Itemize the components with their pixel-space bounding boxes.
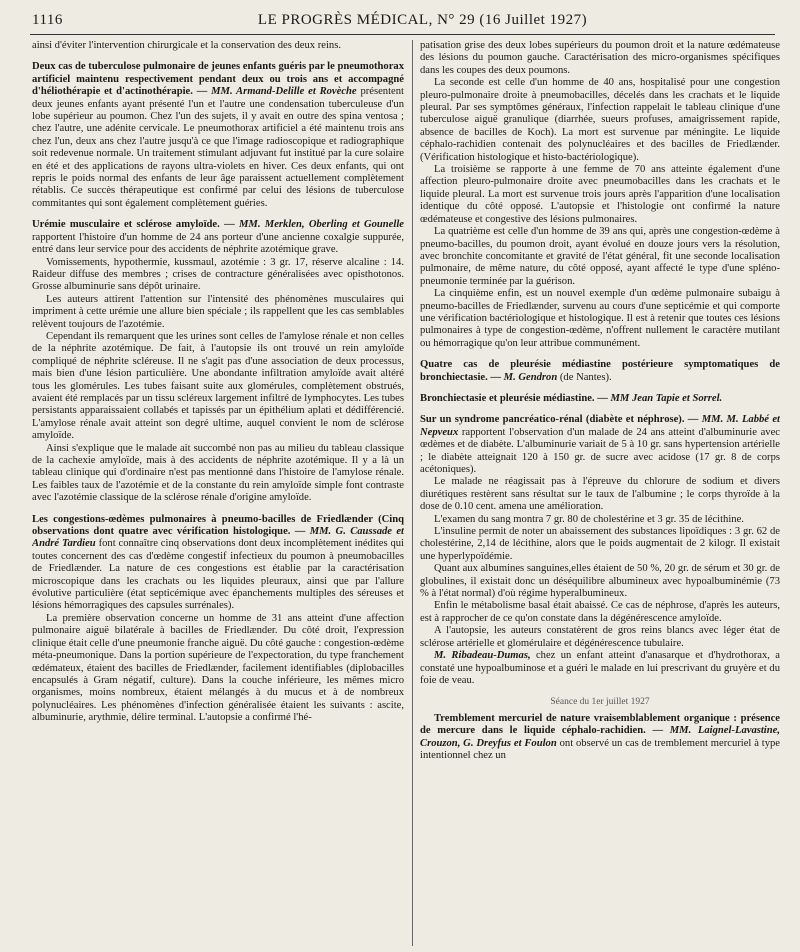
section-title: Quatre cas de pleurésie médiastine postérieure symptomatiques de bronchiectasie. —	[420, 359, 780, 383]
right-column	[420, 40, 780, 946]
paragraph: Les auteurs attirent l'attention sur l'intensité des phénomènes musculaires qui impriment à cette urémie une allure bien spéciale ; ils rappellent que les cas semblables relèvent toujours de l'azotémie.	[32, 293, 404, 330]
paragraph: La troisième se rapporte à une femme de 70 ans atteinte également d'une affection pleuro-pulmonaire droite avec pneumobacilles dans les crachats et le liquide pleural. La mort est survenue trois jours après l'apparition d'une localisation identique du côté opposé. L'autopsie et l'histologie ont confirmé la nature œdémateuse et congestive des lésions pulmonaires.	[420, 164, 780, 225]
section-title: Tremblement mercuriel de nature vraisemblablement organique : présence de mercure dans le liquide céphalo-rachidien. —	[420, 712, 780, 737]
paragraph: Cependant ils remarquent que les urines sont celles de l'amylose rénale et non celles de la néphrite azotémique. De fait, à l'autopsie ils ont trouvé un rein amyloïde compliqué de néphrite scléreuse. Il ne s'agit pas d'une association de deux processus, mais bien d'une lésion particulière. Une abondante infiltration amyloïde avait altéré tous les glomérules. Les tubes faisant suite aux glomérules, complètement obstrués, avaient été remplacés par un tissu scléreux largement infiltré de lymphocytes. Les tubes persistants apparaissaient collabés et tapissés par un épithélium aplati et dédifférencié. L'amylose rénale avait atteint son degré ultime, auquel convient le nom de sclérose amyloïde.	[32, 330, 404, 442]
paragraph: La seconde est celle d'un homme de 40 ans, hospitalisé pour une congestion pleuro-pulmonaire droite à pneumobacilles, décelés dans les crachats et le liquide pleural. Par ses symptômes généraux, l'infection rappelait le tableau clinique d'une tuberculose aiguë granulique (diarrhée, sueurs profuses, amaigrissement rapide, absence de bacilles de Koch). La mort est survenue par méningite. Le liquide céphalo-rachidien contenait des polynucléaires et des bacilles de Friedlænder. (Vérification histologique et histo-bactériologique).	[420, 77, 780, 163]
paragraph: Enfin le métabolisme basal était abaissé. Ce cas de néphrose, d'après les auteurs, est à rapprocher de ce qu'on constate dans la dégénérescence amyloïde.	[420, 600, 780, 624]
paragraph: La quatrième est celle d'un homme de 39 ans qui, après une congestion-œdème à pneumo-bacilles, du poumon droit, ayant évolué en douze jours vers la résolution, avec bronchite concomitante et gravité de l'état général, fit une seconde localisation pulmonaire, de même nature, du côté opposé, ayant affecté le type d'une spléno-pneumonie terminée par la guérison.	[420, 226, 780, 287]
section-authors: MM. Armand-Delille et Rovèche	[211, 86, 357, 98]
paragraph: L'examen du sang montra 7 gr. 80 de cholestérine et 3 gr. 35 de lécithine.	[434, 513, 744, 525]
section-uremie	[32, 219, 404, 256]
section-text: chez un enfant atteint d'anasarque et d'hydrothorax, a constaté une hypoalbuminose et a guéri le malade en lui prescrivant du gruyère et du foie de veau.	[420, 650, 780, 686]
section-tuberculose	[32, 61, 404, 210]
page-number: 1116	[32, 12, 63, 28]
paragraph	[420, 650, 780, 687]
section-authors: MM. M. Labbé et Nepveux	[420, 414, 780, 438]
running-title: LE PROGRÈS MÉDICAL, N° 29 (16 Juillet 1927)	[257, 12, 588, 28]
section-tremblement	[420, 713, 780, 763]
section-authors: MM. G. Caussade et André Tardieu	[32, 526, 404, 550]
paragraph: patisation grise des deux lobes supérieurs du poumon droit et la nature œdémateuse des lésions du poumon gauche. Caractérisation des micro-organismes spécifiques dans les coupes des deux poumons.	[420, 40, 780, 76]
paragraph: L'insuline permit de noter un abaissement des substances lipoïdiques : 3 gr. 62 de cholestérine, 2,14 de lécithine, alors que le poids augmentait de 2 kilogr. Il existait une hyperlypoïdémie.	[420, 526, 780, 562]
section-bronchiectasie	[420, 393, 780, 405]
section-text: ont observé un cas de tremblement mercuriel à type intentionnel chez un	[420, 737, 780, 761]
paragraph: Quant aux albumines sanguines,elles étaient de 50 %, 20 gr. de sérum et 30 gr. de globulines, il existait donc un déséquilibre albumineux avec hypoalbuminémie (73 % à l'état normal) d'où régime hyperalbumineux.	[420, 563, 780, 600]
section-title: Sur un syndrome pancréatico-rénal (diabète et néphrose). —	[420, 414, 699, 426]
section-text: rapportent l'histoire d'un homme de 24 ans porteur d'une ancienne coxalgie suppurée, entré dans leur service pour des accidents de néphrite azotémique grave.	[32, 231, 404, 256]
column-divider	[412, 40, 413, 946]
section-text: rapportent l'observation d'un malade de 24 ans atteint d'albuminurie avec œdèmes et de diabète. L'albuminurie variait de 5 à 10 gr. sans hypertension artérielle ; le diabète atteignait 120 à 150 gr. de sucre avec acidose (17 gr. 8 de corps acétoniques).	[420, 426, 780, 475]
section-text: font connaître cinq observations dont deux incomplètement inédites qui toutes concernent des cas d'œdème congestif infectieux du poumon à pneumobacilles de Friedlænder. La nature de ces congestions est établie par la caractérisation microscopique dans les crachats ou les liquides pleuraux, ainsi que par l'allure évolutive particulière (état septicémique avec épanchements multiples des séreuses et lésions hémorragiques des capsules surrénales).	[32, 538, 404, 612]
section-title: Les congestions-œdèmes pulmonaires à pneumo-bacilles de Friedlænder (Cinq observations dont quatre avec vérification histologique. —	[32, 513, 404, 538]
section-authors: MM. Laignel-Lavastine, Crouzon, G. Dreyfus et Foulon	[420, 725, 780, 749]
section-text: (de Nantes).	[559, 371, 612, 383]
section-congestions	[32, 514, 404, 613]
paragraph: A l'autopsie, les auteurs constatèrent de gros reins blancs avec léger état de sclérose artérielle et glomérulaire et dégénérescence tubulaire.	[420, 625, 780, 649]
section-authors: M. Gendron	[503, 371, 558, 383]
session-date: Séance du 1er juillet 1927	[550, 697, 650, 708]
paragraph: Le malade ne réagissait pas à l'épreuve du chlorure de sodium et divers diurétiques restèrent sans résultat sur le taux de l'albumine ; le corps thyroïde à la dose de 0.10 cent. amena une amélioration.	[420, 476, 780, 513]
paragraph: ainsi d'éviter l'intervention chirurgicale et la conservation des deux reins.	[32, 40, 341, 51]
paragraph: La première observation concerne un homme de 31 ans atteint d'une affection pulmonaire aiguë bilatérale à bacilles de Friedlænder. Du côté droit, l'expression clinique était celle d'une pneumonie franche aiguë. Du côté gauche : congestion-œdème méta-pneumonique. Dans la portion supérieure de l'expectoration, du type franchement œdémateux, étaient des bacilles de Friedlænder, facilement identifiables (diplobacilles encapsulés à Gram négatif, culture). Dans la couche inférieure, les mêmes micro organismes, moins nombreux, étaient mélangés à du mucus et à de nombreux polynucléaires. Les phénomènes d'infection généralisée étaient les suivants : ascite, albuminurie, arythmie, délire terminal. L'autopsie a confirmé l'hé-	[32, 612, 404, 724]
section-title: Bronchiectasie et pleurésie médiastine. —	[420, 392, 608, 404]
section-title: Deux cas de tuberculose pulmonaire de jeunes enfants guéris par le pneumothorax artificiel maintenu respectivement pendant deux ou trois ans et accompagné d'héliothérapie et d'actinothérapie. —	[32, 61, 404, 98]
section-authors: MM Jean Tapie et Sorrel.	[610, 392, 723, 404]
paragraph: Ainsi s'explique que le malade ait succombé non pas au milieu du tableau classique de la cachexie amyloïde, mais à des accidents de néphrite azotémique. Il y a là un tableau clinique qui d'ordinaire n'est pas mentionné dans l'histoire de l'amylose rénale. Les faibles taux de l'azotémie et de la constante du rein amyloïde simple font contraste avec l'azotémie classique de la sclérose rénale d'origine amyloïde.	[32, 442, 404, 504]
left-column	[32, 40, 404, 946]
section-authors: M. Ribadeau-Dumas,	[434, 650, 531, 662]
section-authors: MM. Merklen, Oberling et Gounelle	[239, 219, 404, 231]
section-pleuresie	[420, 359, 780, 384]
section-text: présentent deux jeunes enfants ayant présenté l'un et l'autre une condensation tuberculeuse d'un lobe supérieur au poumon. Chez l'un des sujets, il y avait en outre des spina ventosa ; chez l'autre, une adénite cervicale. Le pneumothorax artificiel a été maintenu trois ans chez l'un, deux ans chez l'autre jusqu'à ce que l'image radioscopique et radiographique soit redevenue normale. Un traitement stimulant adjuvant fut institué par la cure solaire en été et des applications de rayons ultra-violets en hiver. Ces deux enfants, qui ont repris le poids normal des enfants de leur âge paraissent actuellement complètement rétablis. Ce succès thérapeutique est confirmé par celui des lésions de tuberculose commitantes qui sont également complètement guéries.	[32, 86, 404, 209]
running-header	[30, 10, 775, 35]
section-pancreatico-renal	[420, 414, 780, 476]
section-title: Urémie musculaire et sclérose amyloïde. —	[32, 219, 235, 231]
paragraph: Vomissements, hypothermie, kussmaul, azotémie : 3 gr. 17, réserve alcaline : 14. Raideur diffuse des membres ; crises de contracture généralisées avec opisthotonos. Grosse albuminurie sans dépôt urinaire.	[32, 256, 404, 293]
paragraph: La cinquième enfin, est un nouvel exemple d'un œdème pulmonaire subaigu à pneumo-bacilles de Friedlænder, survenu au cours d'une septicémie et qui comporte une vérification bactériologique et histologique. Il est à retenir que toutes ces lésions pulmonaires à type de congestion-œdème, n'offrent nullement le caractère mutilant ou hémorragique qu'on leur attribue communément.	[420, 288, 780, 349]
